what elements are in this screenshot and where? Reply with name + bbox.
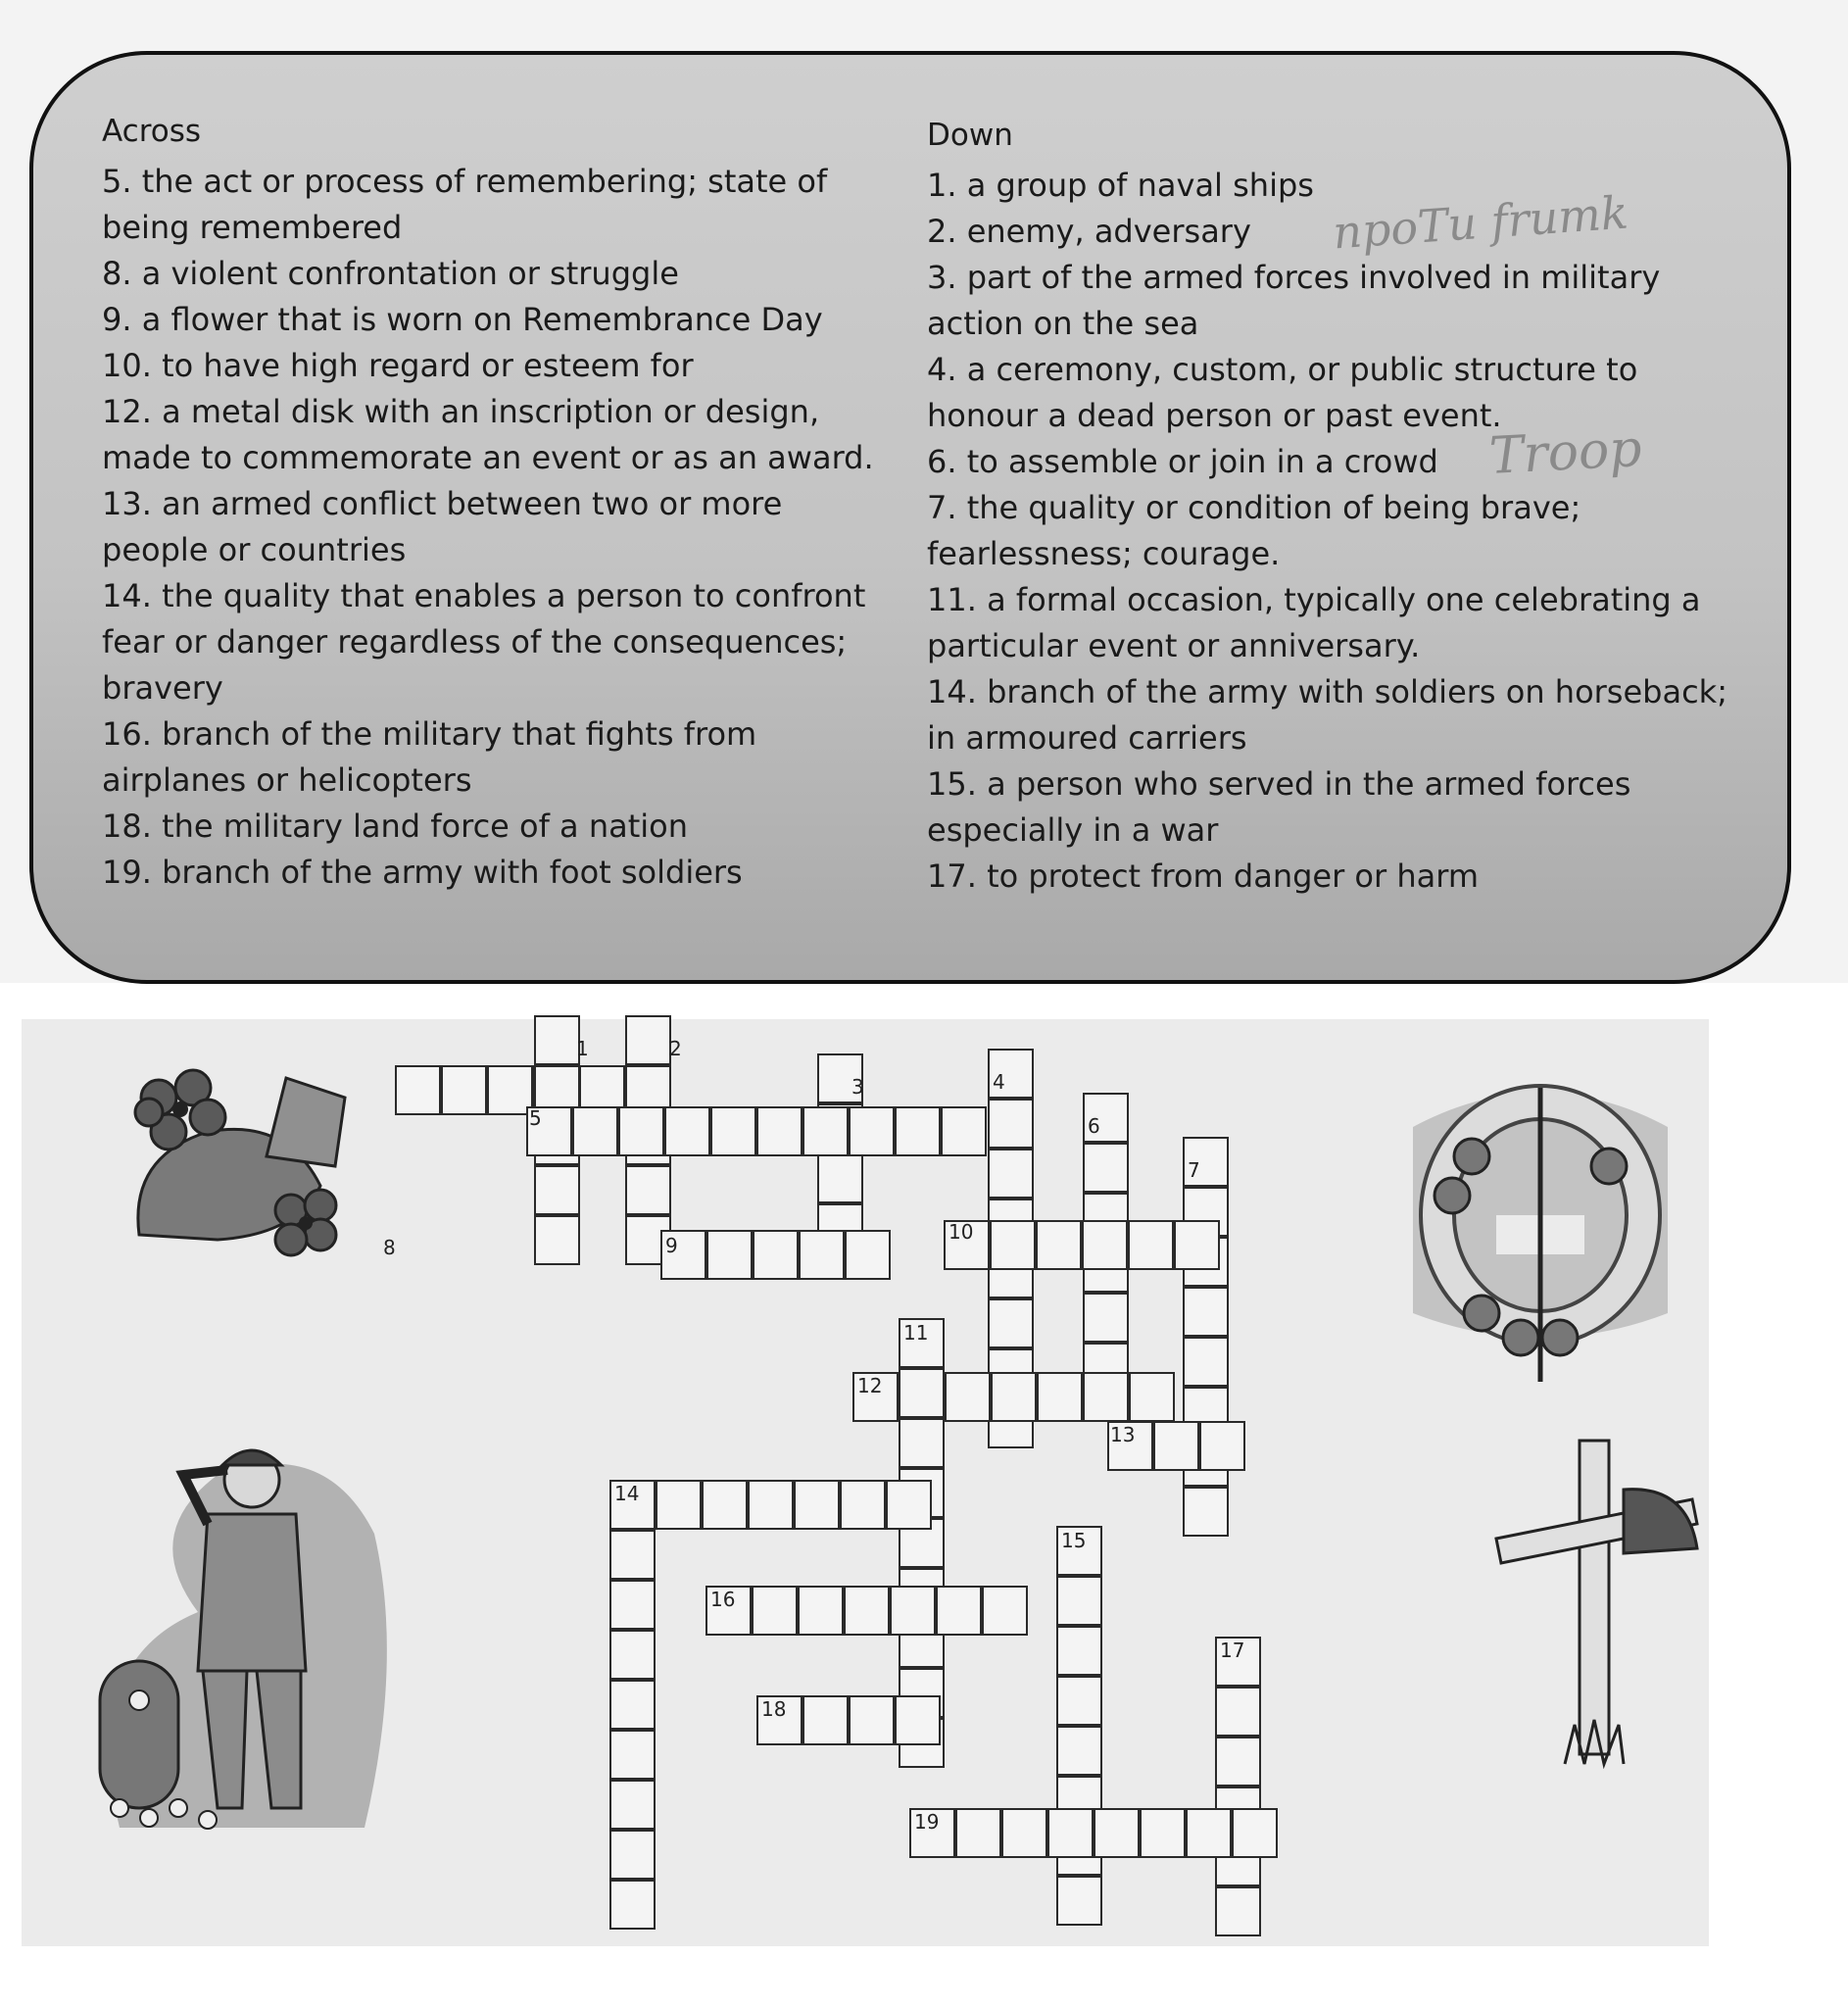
clue-number-19: 19 (914, 1810, 940, 1834)
crossword-cell[interactable] (817, 1153, 863, 1203)
crossword-cell[interactable] (1056, 1676, 1102, 1726)
clue-panel-photo (0, 0, 1848, 983)
crossword-cell[interactable] (609, 1630, 656, 1680)
crossword-cell[interactable] (802, 1695, 849, 1745)
crossword-cell[interactable] (1186, 1808, 1232, 1858)
crossword-cell[interactable] (895, 1695, 941, 1745)
crossword-cell[interactable] (1083, 1293, 1129, 1343)
clue-number-7: 7 (1188, 1158, 1200, 1182)
crossword-cell[interactable] (936, 1586, 982, 1636)
crossword-cell[interactable] (845, 1230, 891, 1280)
clue-number-5: 5 (529, 1106, 542, 1130)
crossword-cell[interactable] (955, 1808, 1001, 1858)
crossword-cell[interactable] (799, 1230, 845, 1280)
crossword-cell[interactable] (609, 1730, 656, 1780)
poppy-wreath-illustration (1393, 1068, 1687, 1392)
clue-number-18: 18 (761, 1697, 787, 1721)
clue-number-13: 13 (1110, 1423, 1136, 1446)
crossword-cell[interactable] (991, 1372, 1037, 1422)
clue-panel (29, 51, 1791, 984)
crossword-cell[interactable] (1082, 1220, 1128, 1270)
crossword-cell[interactable] (1183, 1287, 1229, 1337)
across-column (102, 114, 886, 896)
clue-number-10: 10 (948, 1220, 974, 1244)
poppy-helmet-illustration (100, 1039, 365, 1264)
crossword-cell[interactable] (802, 1106, 849, 1156)
clue-number-14: 14 (614, 1482, 640, 1505)
crossword-cell[interactable] (753, 1230, 799, 1280)
crossword-cell[interactable] (890, 1586, 936, 1636)
crossword-cell[interactable] (1056, 1726, 1102, 1776)
crossword-cell[interactable] (609, 1680, 656, 1730)
crossword-cell[interactable] (609, 1580, 656, 1630)
clue-number-4: 4 (993, 1070, 1005, 1094)
crossword-cell[interactable] (849, 1695, 895, 1745)
down-clue-7: 7. the quality or condition of being brave; fearlessness; courage. (927, 489, 1581, 572)
crossword-cell[interactable] (886, 1480, 932, 1530)
crossword-cell[interactable] (1174, 1220, 1220, 1270)
crossword-cell[interactable] (756, 1106, 802, 1156)
crossword-cell[interactable] (1036, 1220, 1082, 1270)
crossword-cell[interactable] (982, 1586, 1028, 1636)
crossword-cell[interactable] (656, 1480, 702, 1530)
down-clue-1: 1. a group of naval ships (927, 167, 1314, 204)
down-clue-15: 15. a person who served in the armed forces especially in a war (927, 765, 1631, 849)
crossword-cell[interactable] (1083, 1143, 1129, 1193)
down-clue-11: 11. a formal occasion, typically one celebrating a particular event or anniversary. (927, 581, 1701, 664)
crossword-cell[interactable] (1183, 1487, 1229, 1537)
across-clue-16: 16. branch of the military that fights from airplanes or helicopters (102, 715, 757, 799)
clue-number-12: 12 (857, 1374, 883, 1397)
crossword-cell[interactable] (941, 1106, 987, 1156)
clue-number-9: 9 (665, 1234, 678, 1257)
cross-helmet-illustration (1486, 1431, 1722, 1774)
crossword-cell[interactable] (572, 1106, 618, 1156)
clue-number-8: 8 (383, 1236, 396, 1259)
crossword-cell[interactable] (899, 1368, 945, 1418)
crossword-cell[interactable] (710, 1106, 756, 1156)
crossword-cell[interactable] (1215, 1886, 1261, 1936)
crossword-cell[interactable] (899, 1418, 945, 1468)
crossword-cell[interactable] (1094, 1808, 1140, 1858)
crossword-cell[interactable] (1183, 1337, 1229, 1387)
down-clue-17: 17. to protect from danger or harm (927, 857, 1479, 895)
down-clue-6: 6. to assemble or join in a crowd (927, 443, 1438, 480)
crossword-cell[interactable] (1001, 1808, 1047, 1858)
clue-number-6: 6 (1088, 1114, 1100, 1138)
across-clue-5: 5. the act or process of remembering; state of being remembered (102, 163, 828, 246)
crossword-cell[interactable] (395, 1065, 441, 1115)
crossword-cell[interactable] (988, 1099, 1034, 1149)
crossword-cell[interactable] (1128, 1220, 1174, 1270)
crossword-cell[interactable] (1047, 1808, 1094, 1858)
crossword-cell[interactable] (625, 1165, 671, 1215)
across-clue-18: 18. the military land force of a nation (102, 808, 689, 845)
crossword-cell[interactable] (609, 1780, 656, 1830)
crossword-cell[interactable] (609, 1880, 656, 1930)
clue-number-17: 17 (1220, 1639, 1245, 1662)
crossword-cell[interactable] (609, 1530, 656, 1580)
clue-number-1: 1 (576, 1037, 589, 1060)
clue-number-16: 16 (710, 1588, 736, 1611)
clue-number-2: 2 (669, 1037, 682, 1060)
crossword-cell[interactable] (840, 1480, 886, 1530)
across-clue-14: 14. the quality that enables a person to confront fear or danger regardless of the consequences; bravery (102, 577, 866, 707)
crossword-cell[interactable] (534, 1165, 580, 1215)
crossword-cell[interactable] (1140, 1808, 1186, 1858)
crossword-cell[interactable] (609, 1830, 656, 1880)
crossword-cell[interactable] (752, 1586, 798, 1636)
crossword-cell[interactable] (534, 1215, 580, 1265)
crossword-cell[interactable] (1037, 1372, 1083, 1422)
crossword-cell[interactable] (1056, 1626, 1102, 1676)
across-clue-19: 19. branch of the army with foot soldiers (102, 854, 743, 891)
crossword-cell[interactable] (702, 1480, 748, 1530)
crossword-cell[interactable] (895, 1106, 941, 1156)
down-clue-2: 2. enemy, adversary (927, 213, 1251, 250)
down-clue-4: 4. a ceremony, custom, or public structure to honour a dead person or past event. (927, 351, 1638, 434)
clue-number-3: 3 (851, 1075, 864, 1099)
crossword-cell[interactable] (1153, 1421, 1199, 1471)
clue-number-15: 15 (1061, 1529, 1087, 1552)
down-clue-14: 14. branch of the army with soldiers on horseback; in armoured carriers (927, 673, 1727, 757)
saluting-soldier-illustration (80, 1416, 433, 1847)
across-clue-8: 8. a violent confrontation or struggle (102, 255, 679, 292)
across-clue-13: 13. an armed conflict between two or more people or countries (102, 485, 783, 568)
crossword-cell[interactable] (1083, 1372, 1129, 1422)
crossword-cell[interactable] (844, 1586, 890, 1636)
crossword-cell[interactable] (664, 1106, 710, 1156)
crossword-sheet (22, 1019, 1709, 1946)
crossword-cell[interactable] (618, 1106, 664, 1156)
across-heading: Across (102, 114, 202, 149)
crossword-cell[interactable] (706, 1230, 753, 1280)
down-clue-3: 3. part of the armed forces involved in military action on the sea (927, 259, 1661, 342)
across-clue-10: 10. to have high regard or esteem for (102, 347, 694, 384)
crossword-cell[interactable] (534, 1015, 580, 1065)
across-clue-12: 12. a metal disk with an inscription or design, made to commemorate an event or as an award. (102, 393, 874, 476)
crossword-cell[interactable] (990, 1220, 1036, 1270)
handwritten-note-2: Troop (1487, 418, 1643, 487)
handwritten-note-1: npoTu frumk (1331, 185, 1630, 260)
crossword-cell[interactable] (748, 1480, 794, 1530)
crossword-cell[interactable] (1215, 1687, 1261, 1737)
crossword-cell[interactable] (849, 1106, 895, 1156)
crossword-cell[interactable] (798, 1586, 844, 1636)
across-clue-9: 9. a flower that is worn on Remembrance Day (102, 301, 823, 338)
crossword-cell[interactable] (794, 1480, 840, 1530)
crossword-cell[interactable] (1129, 1372, 1175, 1422)
crossword-cell[interactable] (625, 1015, 671, 1065)
crossword-cell[interactable] (945, 1372, 991, 1422)
crossword-cell[interactable] (1199, 1421, 1245, 1471)
down-heading: Down (927, 118, 1013, 153)
crossword-cell[interactable] (1056, 1576, 1102, 1626)
crossword-cell[interactable] (988, 1298, 1034, 1348)
crossword-cell[interactable] (1215, 1737, 1261, 1787)
crossword-cell[interactable] (988, 1149, 1034, 1199)
crossword-cell[interactable] (1056, 1876, 1102, 1926)
crossword-cell[interactable] (1232, 1808, 1278, 1858)
crossword-cell[interactable] (441, 1065, 487, 1115)
clue-number-11: 11 (903, 1321, 929, 1345)
